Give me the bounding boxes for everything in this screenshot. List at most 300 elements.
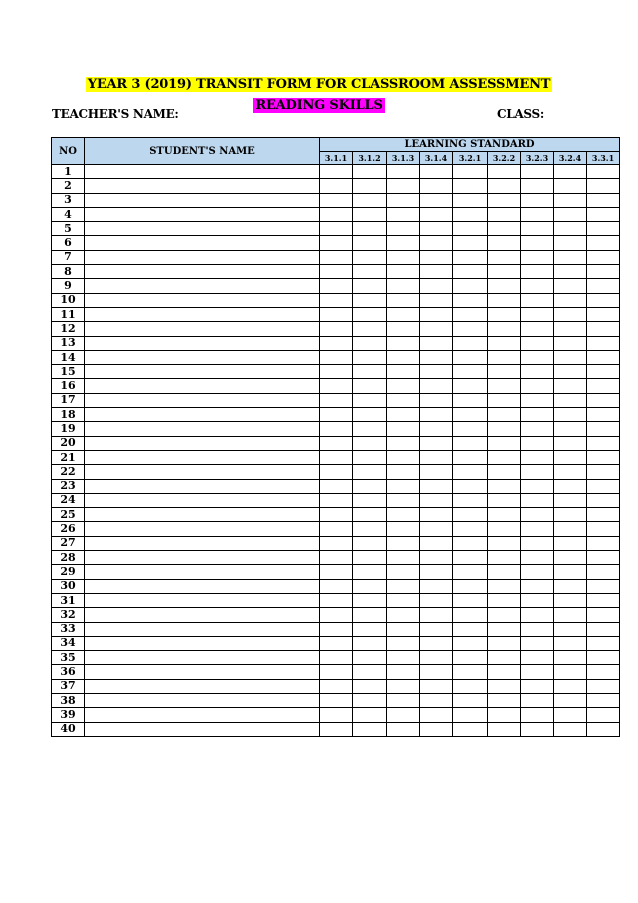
- assessment-cell[interactable]: [420, 551, 453, 565]
- assessment-cell[interactable]: [488, 651, 521, 665]
- assessment-cell[interactable]: [387, 593, 420, 607]
- assessment-cell[interactable]: [453, 265, 488, 279]
- assessment-cell[interactable]: [521, 179, 554, 193]
- assessment-cell[interactable]: [420, 322, 453, 336]
- assessment-cell[interactable]: [587, 436, 620, 450]
- student-name-cell[interactable]: [85, 279, 320, 293]
- assessment-cell[interactable]: [353, 336, 387, 350]
- assessment-cell[interactable]: [554, 722, 587, 736]
- assessment-cell[interactable]: [453, 536, 488, 550]
- assessment-cell[interactable]: [488, 722, 521, 736]
- assessment-cell[interactable]: [387, 493, 420, 507]
- assessment-cell[interactable]: [387, 250, 420, 264]
- assessment-cell[interactable]: [554, 479, 587, 493]
- assessment-cell[interactable]: [488, 236, 521, 250]
- assessment-cell[interactable]: [420, 193, 453, 207]
- assessment-cell[interactable]: [554, 579, 587, 593]
- assessment-cell[interactable]: [420, 636, 453, 650]
- assessment-cell[interactable]: [387, 450, 420, 464]
- assessment-cell[interactable]: [420, 536, 453, 550]
- assessment-cell[interactable]: [320, 250, 353, 264]
- student-name-cell[interactable]: [85, 493, 320, 507]
- assessment-cell[interactable]: [353, 436, 387, 450]
- assessment-cell[interactable]: [488, 708, 521, 722]
- assessment-cell[interactable]: [488, 250, 521, 264]
- student-name-cell[interactable]: [85, 465, 320, 479]
- assessment-cell[interactable]: [488, 665, 521, 679]
- assessment-cell[interactable]: [587, 722, 620, 736]
- assessment-cell[interactable]: [353, 636, 387, 650]
- assessment-cell[interactable]: [587, 593, 620, 607]
- assessment-cell[interactable]: [453, 708, 488, 722]
- student-name-cell[interactable]: [85, 322, 320, 336]
- assessment-cell[interactable]: [521, 207, 554, 221]
- assessment-cell[interactable]: [453, 665, 488, 679]
- assessment-cell[interactable]: [587, 365, 620, 379]
- assessment-cell[interactable]: [521, 450, 554, 464]
- assessment-cell[interactable]: [420, 436, 453, 450]
- assessment-cell[interactable]: [488, 679, 521, 693]
- assessment-cell[interactable]: [353, 236, 387, 250]
- assessment-cell[interactable]: [420, 665, 453, 679]
- assessment-cell[interactable]: [320, 436, 353, 450]
- assessment-cell[interactable]: [420, 379, 453, 393]
- assessment-cell[interactable]: [521, 693, 554, 707]
- assessment-cell[interactable]: [554, 422, 587, 436]
- assessment-cell[interactable]: [453, 279, 488, 293]
- assessment-cell[interactable]: [453, 593, 488, 607]
- assessment-cell[interactable]: [353, 493, 387, 507]
- assessment-cell[interactable]: [488, 365, 521, 379]
- assessment-cell[interactable]: [521, 279, 554, 293]
- assessment-cell[interactable]: [387, 279, 420, 293]
- assessment-cell[interactable]: [554, 651, 587, 665]
- assessment-cell[interactable]: [554, 551, 587, 565]
- assessment-cell[interactable]: [488, 393, 521, 407]
- assessment-cell[interactable]: [353, 422, 387, 436]
- assessment-cell[interactable]: [387, 508, 420, 522]
- assessment-cell[interactable]: [320, 551, 353, 565]
- assessment-cell[interactable]: [387, 365, 420, 379]
- assessment-cell[interactable]: [420, 393, 453, 407]
- student-name-cell[interactable]: [85, 293, 320, 307]
- assessment-cell[interactable]: [420, 279, 453, 293]
- assessment-cell[interactable]: [320, 193, 353, 207]
- assessment-cell[interactable]: [387, 565, 420, 579]
- assessment-cell[interactable]: [488, 422, 521, 436]
- assessment-cell[interactable]: [587, 193, 620, 207]
- assessment-cell[interactable]: [353, 293, 387, 307]
- assessment-cell[interactable]: [521, 379, 554, 393]
- assessment-cell[interactable]: [488, 465, 521, 479]
- assessment-cell[interactable]: [420, 222, 453, 236]
- assessment-cell[interactable]: [353, 693, 387, 707]
- assessment-cell[interactable]: [554, 165, 587, 179]
- assessment-cell[interactable]: [453, 579, 488, 593]
- assessment-cell[interactable]: [488, 279, 521, 293]
- assessment-cell[interactable]: [587, 465, 620, 479]
- assessment-cell[interactable]: [320, 379, 353, 393]
- assessment-cell[interactable]: [420, 236, 453, 250]
- assessment-cell[interactable]: [587, 536, 620, 550]
- assessment-cell[interactable]: [521, 665, 554, 679]
- assessment-cell[interactable]: [353, 522, 387, 536]
- assessment-cell[interactable]: [521, 250, 554, 264]
- assessment-cell[interactable]: [353, 665, 387, 679]
- assessment-cell[interactable]: [521, 393, 554, 407]
- assessment-cell[interactable]: [521, 593, 554, 607]
- assessment-cell[interactable]: [320, 651, 353, 665]
- assessment-cell[interactable]: [353, 307, 387, 321]
- student-name-cell[interactable]: [85, 307, 320, 321]
- assessment-cell[interactable]: [453, 408, 488, 422]
- assessment-cell[interactable]: [320, 293, 353, 307]
- assessment-cell[interactable]: [320, 679, 353, 693]
- assessment-cell[interactable]: [387, 436, 420, 450]
- assessment-cell[interactable]: [488, 593, 521, 607]
- assessment-cell[interactable]: [587, 579, 620, 593]
- assessment-cell[interactable]: [320, 408, 353, 422]
- assessment-cell[interactable]: [387, 479, 420, 493]
- assessment-cell[interactable]: [353, 179, 387, 193]
- assessment-cell[interactable]: [587, 336, 620, 350]
- assessment-cell[interactable]: [387, 551, 420, 565]
- assessment-cell[interactable]: [420, 465, 453, 479]
- assessment-cell[interactable]: [521, 293, 554, 307]
- assessment-cell[interactable]: [488, 565, 521, 579]
- assessment-cell[interactable]: [353, 722, 387, 736]
- assessment-cell[interactable]: [387, 636, 420, 650]
- assessment-cell[interactable]: [420, 493, 453, 507]
- assessment-cell[interactable]: [387, 393, 420, 407]
- assessment-cell[interactable]: [320, 508, 353, 522]
- assessment-cell[interactable]: [353, 207, 387, 221]
- student-name-cell[interactable]: [85, 565, 320, 579]
- assessment-cell[interactable]: [353, 379, 387, 393]
- assessment-cell[interactable]: [521, 336, 554, 350]
- assessment-cell[interactable]: [320, 465, 353, 479]
- assessment-cell[interactable]: [587, 622, 620, 636]
- assessment-cell[interactable]: [320, 336, 353, 350]
- assessment-cell[interactable]: [320, 422, 353, 436]
- assessment-cell[interactable]: [453, 679, 488, 693]
- assessment-cell[interactable]: [521, 651, 554, 665]
- assessment-cell[interactable]: [453, 465, 488, 479]
- assessment-cell[interactable]: [488, 408, 521, 422]
- assessment-cell[interactable]: [353, 593, 387, 607]
- student-name-cell[interactable]: [85, 551, 320, 565]
- assessment-cell[interactable]: [587, 422, 620, 436]
- assessment-cell[interactable]: [453, 165, 488, 179]
- student-name-cell[interactable]: [85, 408, 320, 422]
- assessment-cell[interactable]: [587, 479, 620, 493]
- assessment-cell[interactable]: [488, 479, 521, 493]
- assessment-cell[interactable]: [453, 365, 488, 379]
- assessment-cell[interactable]: [420, 350, 453, 364]
- student-name-cell[interactable]: [85, 165, 320, 179]
- assessment-cell[interactable]: [488, 608, 521, 622]
- assessment-cell[interactable]: [521, 493, 554, 507]
- assessment-cell[interactable]: [420, 693, 453, 707]
- assessment-cell[interactable]: [488, 493, 521, 507]
- assessment-cell[interactable]: [420, 522, 453, 536]
- assessment-cell[interactable]: [353, 193, 387, 207]
- assessment-cell[interactable]: [521, 508, 554, 522]
- assessment-cell[interactable]: [453, 322, 488, 336]
- assessment-cell[interactable]: [554, 536, 587, 550]
- assessment-cell[interactable]: [587, 236, 620, 250]
- assessment-cell[interactable]: [554, 493, 587, 507]
- assessment-cell[interactable]: [453, 393, 488, 407]
- assessment-cell[interactable]: [521, 636, 554, 650]
- assessment-cell[interactable]: [320, 565, 353, 579]
- assessment-cell[interactable]: [521, 536, 554, 550]
- assessment-cell[interactable]: [521, 322, 554, 336]
- assessment-cell[interactable]: [521, 165, 554, 179]
- assessment-cell[interactable]: [420, 165, 453, 179]
- assessment-cell[interactable]: [387, 179, 420, 193]
- assessment-cell[interactable]: [320, 322, 353, 336]
- assessment-cell[interactable]: [453, 722, 488, 736]
- assessment-cell[interactable]: [587, 679, 620, 693]
- assessment-cell[interactable]: [554, 465, 587, 479]
- assessment-cell[interactable]: [587, 708, 620, 722]
- assessment-cell[interactable]: [453, 651, 488, 665]
- assessment-cell[interactable]: [320, 636, 353, 650]
- assessment-cell[interactable]: [420, 651, 453, 665]
- assessment-cell[interactable]: [521, 236, 554, 250]
- student-name-cell[interactable]: [85, 436, 320, 450]
- assessment-cell[interactable]: [320, 579, 353, 593]
- assessment-cell[interactable]: [353, 651, 387, 665]
- student-name-cell[interactable]: [85, 708, 320, 722]
- assessment-cell[interactable]: [521, 422, 554, 436]
- assessment-cell[interactable]: [320, 236, 353, 250]
- assessment-cell[interactable]: [554, 207, 587, 221]
- assessment-cell[interactable]: [353, 536, 387, 550]
- assessment-cell[interactable]: [587, 307, 620, 321]
- assessment-cell[interactable]: [320, 279, 353, 293]
- assessment-cell[interactable]: [587, 250, 620, 264]
- assessment-cell[interactable]: [420, 336, 453, 350]
- assessment-cell[interactable]: [353, 450, 387, 464]
- assessment-cell[interactable]: [387, 608, 420, 622]
- assessment-cell[interactable]: [320, 179, 353, 193]
- assessment-cell[interactable]: [554, 293, 587, 307]
- assessment-cell[interactable]: [554, 450, 587, 464]
- assessment-cell[interactable]: [387, 579, 420, 593]
- student-name-cell[interactable]: [85, 593, 320, 607]
- assessment-cell[interactable]: [521, 565, 554, 579]
- assessment-cell[interactable]: [587, 508, 620, 522]
- assessment-cell[interactable]: [554, 408, 587, 422]
- assessment-cell[interactable]: [587, 665, 620, 679]
- assessment-cell[interactable]: [353, 265, 387, 279]
- assessment-cell[interactable]: [320, 665, 353, 679]
- assessment-cell[interactable]: [554, 636, 587, 650]
- assessment-cell[interactable]: [587, 693, 620, 707]
- assessment-cell[interactable]: [420, 622, 453, 636]
- assessment-cell[interactable]: [320, 165, 353, 179]
- assessment-cell[interactable]: [420, 207, 453, 221]
- assessment-cell[interactable]: [320, 450, 353, 464]
- assessment-cell[interactable]: [453, 693, 488, 707]
- assessment-cell[interactable]: [554, 265, 587, 279]
- assessment-cell[interactable]: [554, 522, 587, 536]
- student-name-cell[interactable]: [85, 508, 320, 522]
- assessment-cell[interactable]: [387, 722, 420, 736]
- assessment-cell[interactable]: [453, 293, 488, 307]
- assessment-cell[interactable]: [353, 350, 387, 364]
- assessment-cell[interactable]: [554, 593, 587, 607]
- assessment-cell[interactable]: [587, 222, 620, 236]
- assessment-cell[interactable]: [320, 522, 353, 536]
- assessment-cell[interactable]: [387, 322, 420, 336]
- assessment-cell[interactable]: [387, 536, 420, 550]
- assessment-cell[interactable]: [320, 265, 353, 279]
- assessment-cell[interactable]: [353, 679, 387, 693]
- assessment-cell[interactable]: [488, 536, 521, 550]
- assessment-cell[interactable]: [521, 265, 554, 279]
- assessment-cell[interactable]: [320, 608, 353, 622]
- assessment-cell[interactable]: [387, 651, 420, 665]
- assessment-cell[interactable]: [488, 222, 521, 236]
- assessment-cell[interactable]: [554, 508, 587, 522]
- assessment-cell[interactable]: [387, 522, 420, 536]
- assessment-cell[interactable]: [521, 193, 554, 207]
- assessment-cell[interactable]: [420, 422, 453, 436]
- assessment-cell[interactable]: [353, 465, 387, 479]
- assessment-cell[interactable]: [554, 565, 587, 579]
- assessment-cell[interactable]: [554, 622, 587, 636]
- assessment-cell[interactable]: [420, 593, 453, 607]
- assessment-cell[interactable]: [453, 179, 488, 193]
- assessment-cell[interactable]: [353, 708, 387, 722]
- student-name-cell[interactable]: [85, 336, 320, 350]
- assessment-cell[interactable]: [420, 408, 453, 422]
- assessment-cell[interactable]: [554, 436, 587, 450]
- assessment-cell[interactable]: [387, 336, 420, 350]
- assessment-cell[interactable]: [554, 336, 587, 350]
- assessment-cell[interactable]: [587, 165, 620, 179]
- student-name-cell[interactable]: [85, 207, 320, 221]
- assessment-cell[interactable]: [453, 436, 488, 450]
- assessment-cell[interactable]: [387, 236, 420, 250]
- assessment-cell[interactable]: [488, 551, 521, 565]
- student-name-cell[interactable]: [85, 250, 320, 264]
- assessment-cell[interactable]: [488, 450, 521, 464]
- assessment-cell[interactable]: [521, 365, 554, 379]
- assessment-cell[interactable]: [554, 179, 587, 193]
- assessment-cell[interactable]: [521, 222, 554, 236]
- assessment-cell[interactable]: [587, 651, 620, 665]
- assessment-cell[interactable]: [420, 679, 453, 693]
- assessment-cell[interactable]: [453, 622, 488, 636]
- assessment-cell[interactable]: [587, 608, 620, 622]
- assessment-cell[interactable]: [453, 608, 488, 622]
- assessment-cell[interactable]: [320, 207, 353, 221]
- assessment-cell[interactable]: [353, 165, 387, 179]
- assessment-cell[interactable]: [521, 479, 554, 493]
- assessment-cell[interactable]: [554, 236, 587, 250]
- assessment-cell[interactable]: [554, 350, 587, 364]
- assessment-cell[interactable]: [488, 336, 521, 350]
- student-name-cell[interactable]: [85, 722, 320, 736]
- assessment-cell[interactable]: [453, 522, 488, 536]
- assessment-cell[interactable]: [587, 279, 620, 293]
- student-name-cell[interactable]: [85, 379, 320, 393]
- assessment-cell[interactable]: [521, 307, 554, 321]
- assessment-cell[interactable]: [353, 622, 387, 636]
- assessment-cell[interactable]: [521, 722, 554, 736]
- student-name-cell[interactable]: [85, 608, 320, 622]
- student-name-cell[interactable]: [85, 236, 320, 250]
- student-name-cell[interactable]: [85, 579, 320, 593]
- assessment-cell[interactable]: [387, 165, 420, 179]
- assessment-cell[interactable]: [554, 708, 587, 722]
- assessment-cell[interactable]: [488, 265, 521, 279]
- assessment-cell[interactable]: [387, 622, 420, 636]
- assessment-cell[interactable]: [453, 193, 488, 207]
- assessment-cell[interactable]: [488, 508, 521, 522]
- assessment-cell[interactable]: [488, 622, 521, 636]
- assessment-cell[interactable]: [320, 307, 353, 321]
- assessment-cell[interactable]: [587, 493, 620, 507]
- assessment-cell[interactable]: [320, 393, 353, 407]
- assessment-cell[interactable]: [453, 422, 488, 436]
- assessment-cell[interactable]: [387, 207, 420, 221]
- assessment-cell[interactable]: [587, 450, 620, 464]
- assessment-cell[interactable]: [521, 522, 554, 536]
- assessment-cell[interactable]: [320, 350, 353, 364]
- assessment-cell[interactable]: [587, 379, 620, 393]
- assessment-cell[interactable]: [387, 693, 420, 707]
- assessment-cell[interactable]: [488, 322, 521, 336]
- assessment-cell[interactable]: [420, 307, 453, 321]
- assessment-cell[interactable]: [453, 508, 488, 522]
- assessment-cell[interactable]: [387, 708, 420, 722]
- assessment-cell[interactable]: [587, 265, 620, 279]
- assessment-cell[interactable]: [420, 708, 453, 722]
- assessment-cell[interactable]: [453, 307, 488, 321]
- assessment-cell[interactable]: [587, 179, 620, 193]
- assessment-cell[interactable]: [554, 307, 587, 321]
- assessment-cell[interactable]: [420, 608, 453, 622]
- assessment-cell[interactable]: [521, 679, 554, 693]
- student-name-cell[interactable]: [85, 536, 320, 550]
- assessment-cell[interactable]: [488, 436, 521, 450]
- assessment-cell[interactable]: [587, 565, 620, 579]
- assessment-cell[interactable]: [521, 622, 554, 636]
- student-name-cell[interactable]: [85, 636, 320, 650]
- assessment-cell[interactable]: [488, 293, 521, 307]
- assessment-cell[interactable]: [521, 408, 554, 422]
- assessment-cell[interactable]: [387, 265, 420, 279]
- assessment-cell[interactable]: [521, 608, 554, 622]
- assessment-cell[interactable]: [420, 579, 453, 593]
- assessment-cell[interactable]: [353, 279, 387, 293]
- assessment-cell[interactable]: [420, 508, 453, 522]
- assessment-cell[interactable]: [488, 350, 521, 364]
- assessment-cell[interactable]: [353, 322, 387, 336]
- assessment-cell[interactable]: [320, 593, 353, 607]
- student-name-cell[interactable]: [85, 350, 320, 364]
- assessment-cell[interactable]: [387, 307, 420, 321]
- student-name-cell[interactable]: [85, 665, 320, 679]
- assessment-cell[interactable]: [587, 522, 620, 536]
- assessment-cell[interactable]: [320, 493, 353, 507]
- assessment-cell[interactable]: [420, 250, 453, 264]
